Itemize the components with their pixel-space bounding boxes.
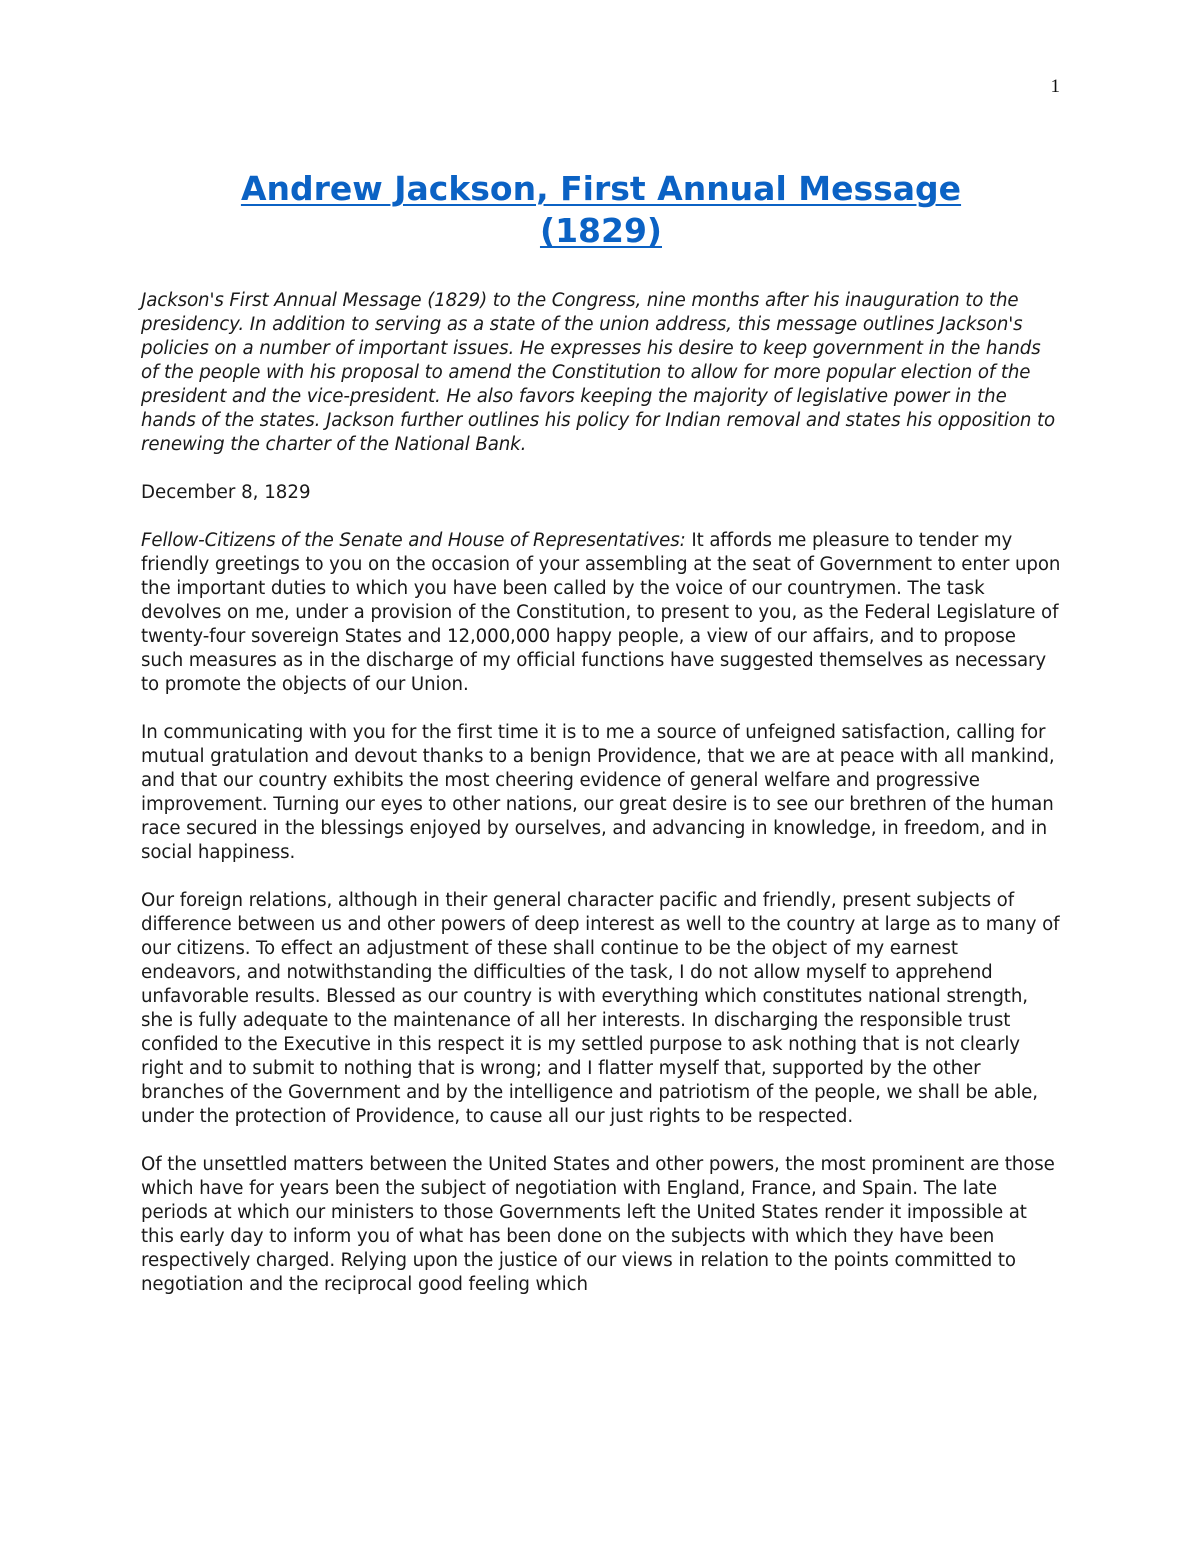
paragraph-2: In communicating with you for the first time it is to me a source of unfeigned satisfaction, calling for mutual gratulation and devout thanks to a benign Providence, that we are at peace with all mankind, and that our country exhibits the most cheering evidence of general welfare and progressive improvement. Turning our eyes to other nations, our great desire is to see our brethren of the human race secured in the blessings enjoyed by ourselves, and advancing in knowledge, in freedom, and in social happiness. xyxy=(141,722,1055,863)
title-line-2: (1829) xyxy=(539,211,662,250)
paragraph-3: Our foreign relations, although in their general character pacific and friendly, present subjects of difference between us and other powers of deep interest as well to the country at large as to many of our citizens. To effect an adjustment of these shall continue to be the object of my earnest endeavors, and notwithstanding the difficulties of the task, I do not allow myself to apprehend unfavorable results. Blessed as our country is with everything which constitutes national strength, she is fully adequate to the maintenance of all her interests. In discharging the responsible trust confided to the Executive in this respect it is my settled purpose to ask nothing that is not clearly right and to submit to nothing that is wrong; and I flatter myself that, supported by the other branches of the Government and by the intelligence and patriotism of the people, we shall be able, under the protection of Providence, to cause all our just rights to be respected. xyxy=(141,890,1060,1127)
document-body xyxy=(141,168,1061,1297)
intro-summary: Jackson's First Annual Message (1829) to the Congress, nine months after his inauguration to the presidency. In addition to serving as a state of the union address, this message outlines Jackson's policies on a number of important issues. He expresses his desire to keep government in the hands of the people with his proposal to amend the Constitution to allow for more popular election of the president and the vice-president. He also favors keeping the majority of legislative power in the hands of the states. Jackson further outlines his policy for Indian removal and states his opposition to renewing the charter of the National Bank. xyxy=(141,290,1056,455)
page-number: 1 xyxy=(1050,76,1060,97)
paragraph-4: Of the unsettled matters between the United States and other powers, the most prominent are those which have for years been the subject of negotiation with England, France, and Spain. The late periods at which our ministers to those Governments left the United States render it impossible at this early day to inform you of what has been done on the subjects with which they have been respectively charged. Relying upon the justice of our views in relation to the points committed to negotiation and the reciprocal good feeling which xyxy=(141,1154,1055,1295)
title-link[interactable] xyxy=(241,169,961,250)
document-title xyxy=(141,168,1061,252)
salutation: Fellow-Citizens of the Senate and House of Representatives: xyxy=(141,530,686,551)
message-date: December 8, 1829 xyxy=(141,482,311,503)
title-line-1: Andrew Jackson, First Annual Message xyxy=(240,169,962,208)
paragraph-1-text: It affords me pleasure to tender my friendly greetings to you on the occasion of your assembling at the seat of Government to enter upon the important duties to which you have been called by the voice of our countrymen. The task devolves on me, under a provision of the Constitution, to present to you, as the Federal Legislature of twenty-four sovereign States and 12,000,000 happy people, a view of our affairs, and to propose such measures as in the discharge of my official functions have suggested themselves as necessary to promote the objects of our Union. xyxy=(141,530,1061,695)
paragraph-1 xyxy=(141,529,1061,697)
